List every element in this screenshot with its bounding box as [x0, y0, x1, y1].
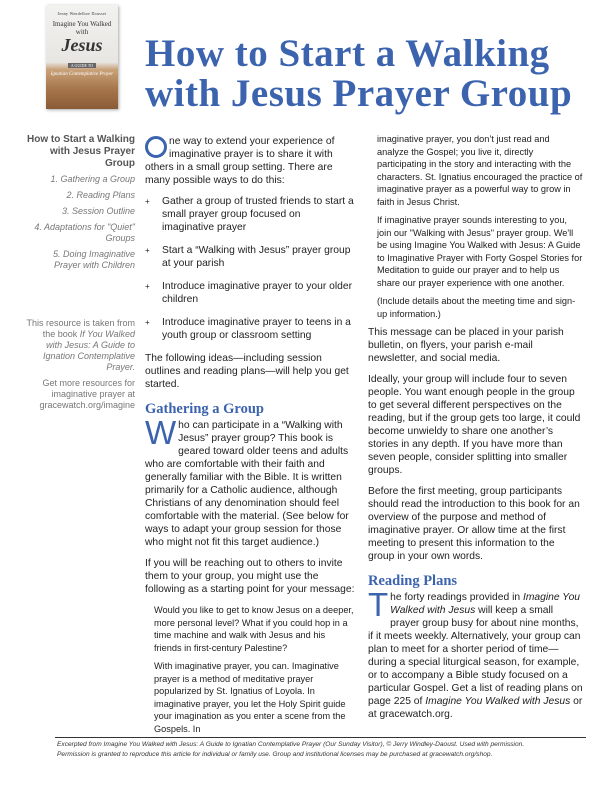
intro-closing: The following ideas—including session outlines and reading plans—will help you get started. [145, 353, 349, 390]
cover-author: Jenny Wendelboe Dousset [57, 11, 107, 16]
resource-text: This resource is taken from the book [26, 318, 135, 339]
ways-list [145, 195, 355, 342]
drop-cap-o [145, 136, 167, 158]
section-heading-reading-plans: Reading Plans [368, 573, 458, 589]
sidebar-resource [25, 318, 135, 416]
sidebar [25, 134, 135, 276]
reading-paragraph [368, 586, 583, 721]
footer-line: Excerpted from Imagine You Walked with Jesus: A Guide to Ignatian Contemplative Prayer (Our Sunday Visitor), © Jerry Windley-Daoust. Used with permission. [57, 741, 525, 748]
intro-text: ne way to extend your experience of imaginative prayer is to share it with others in a small group setting. There are many possible ways to do this: [145, 136, 335, 186]
column-2 [368, 133, 583, 729]
title-line-1: How to Start a Walking [145, 32, 550, 75]
drop-cap: W [145, 414, 177, 451]
quote-paragraph: Would you like to get to know Jesus on a deeper, more personal level? What if you could hop in a time machine and walk with Jesus and his friends in first-century Palestine? [154, 605, 354, 653]
quote-paragraph: With imaginative prayer, you can. Imaginative prayer is a method of meditative prayer popularized by St. Ignatius of Loyola. In imaginative prayer, you let the Holy Spirit guide your imagination as you enter a scene from the Gospels. In [154, 661, 346, 734]
quote-paragraph: If imaginative prayer sounds interesting to you, join our "Walking with Jesus" prayer group. We'll be using Imagine You Walked with Jesus: A Guide to Imaginative Prayer with Forty Gospel Stories for Meditation to guide our prayer and to help us share our prayer experience with one another. [377, 215, 583, 288]
footer-line: Permission is granted to reproduce this article for individual or family use. Group and institutional licenses may be purchased at gracewatch.org/shop. [57, 750, 493, 758]
quote-paragraph: (Include details about the meeting time and sign-up information.) [377, 296, 576, 319]
paragraph: Ideally, your group will include four to seven people. You want enough people in the group to get several different perspectives on the reading, but if the group gets too large, it could become unwieldy to share one another’s stories in any depth. If you have more than seven people, consider splitting into smaller groups. [368, 374, 581, 476]
text: or at gracewatch.org. [368, 696, 583, 720]
list-item: + Introduce imaginative prayer to your older children [145, 280, 355, 306]
resource-note [25, 318, 135, 373]
paragraph: This message can be placed in your parish bulletin, on flyers, your parish e-mail newsletter, and social media. [368, 327, 564, 364]
footer-divider [55, 737, 586, 738]
text: he forty readings provided in [390, 592, 523, 603]
cover-subtitle-tag: A GUIDE TO [68, 63, 96, 68]
toc-item[interactable]: 3. Session Outline [61, 206, 135, 216]
cover-title-main: Jesus [61, 35, 103, 55]
book-title: Imagine You Walked with Jesus [425, 696, 571, 707]
page-title [145, 34, 572, 114]
sidebar-heading: How to Start a Walking with Jesus Prayer Group [27, 134, 135, 169]
toc-item[interactable]: 5. Doing Imaginative Prayer with Children [52, 249, 135, 270]
quote-paragraph: imaginative prayer, you don’t just read and analyze the Gospel; you live it, directly participating in the story and interacting with the characters. St. Ignatius encouraged the practice of imaginative prayer as a powerful way to grow in faith in Jesus Christ. [377, 134, 583, 207]
intro-paragraph [145, 135, 355, 187]
list-item: + Start a “Walking with Jesus” prayer group at your parish [145, 244, 355, 270]
toc-item[interactable]: 1. Gathering a Group [50, 174, 135, 184]
list-item: + Gather a group of trusted friends to start a small prayer group focused on imaginative prayer [145, 195, 355, 234]
book-title: Imagine You Walked with Jesus [390, 592, 581, 616]
section-heading-gathering: Gathering a Group [145, 401, 264, 417]
resource-book: If You Walked with Jesus: A Guide to Ignation Contemplative Prayer. [42, 329, 135, 372]
toc-item[interactable]: 4. Adaptations for "Quiet" Groups [34, 222, 135, 243]
sample-message [145, 604, 355, 735]
cover-title-top: Imagine You Walked with [52, 20, 112, 36]
drop-cap: T [368, 586, 389, 623]
column-1 [145, 135, 355, 741]
cover-subtitle: Ignatian Contemplative Prayer [50, 72, 114, 77]
title-line-2: with Jesus Prayer Group [145, 72, 573, 115]
sample-message-cont [368, 133, 583, 320]
footer [57, 740, 524, 759]
list-item: + Introduce imaginative prayer to teens in a youth group or classroom setting [145, 316, 355, 342]
gathering-paragraph [145, 414, 355, 549]
book-cover-image [46, 5, 118, 109]
gathering-paragraph-2: If you will be reaching out to others to invite them to your group, you might use the following as a starting point for your message: [145, 558, 355, 595]
paragraph: Before the first meeting, group participants should read the introduction to this book for an overview of the purpose and method of imaginative prayer. Or allow time at the first meeting to present this information to the group in your own words. [368, 486, 580, 562]
toc-item[interactable]: 2. Reading Plans [66, 190, 135, 200]
gathering-text: ho can participate in a “Walking with Jesus” prayer group? This book is geared toward older teens and adults who are comfortable with their faith and generally familiar with the Bible. It is written primarily for a Catholic audience, although Christians of any denomination should feel comfortable with the material. (See below for ways to adapt your group session for those who might not fit this target audience.) [145, 420, 349, 548]
text: will keep a small prayer group busy for about nine months, if it meets weekly. Alternatively, your group can plan to meet for a shorter period of time—during a special liturgical season, for example, or to accompany a Bible study focused on a particular Gospel. Get a list of reading plans on page 225 of [368, 605, 583, 707]
more-resources-link[interactable]: Get more resources for imaginative prayer at gracewatch.org/imagine [39, 378, 135, 410]
